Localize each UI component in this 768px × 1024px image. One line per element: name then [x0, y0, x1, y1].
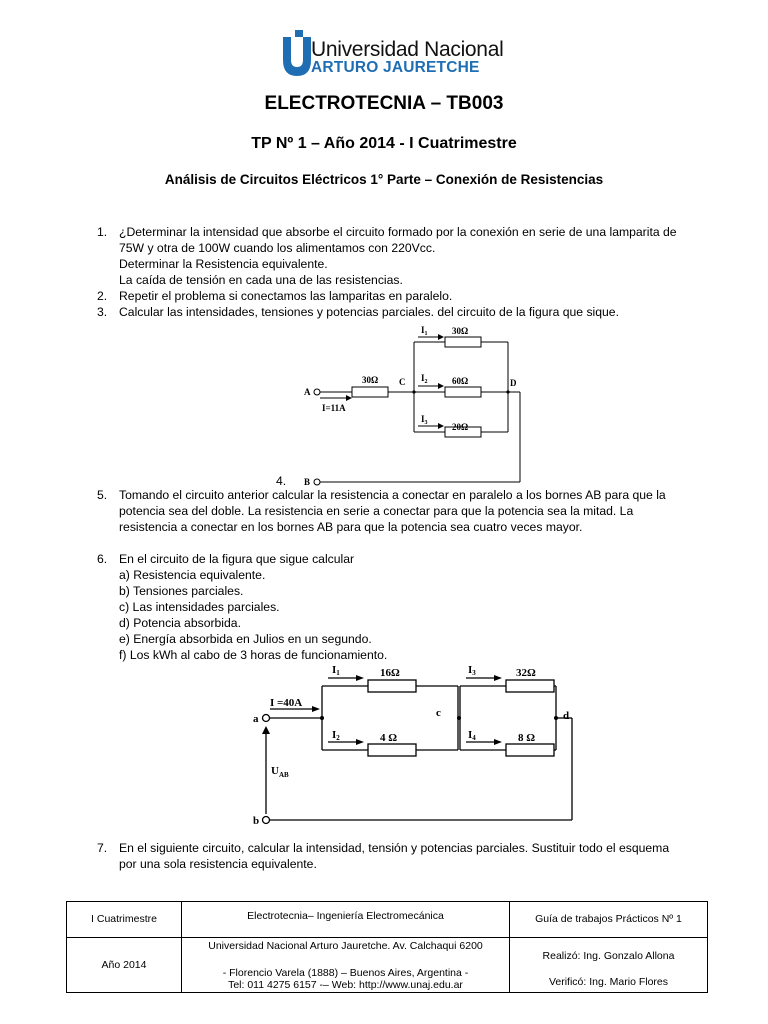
problem-5-line3: resistencia a conectar en los bornes AB para que la potencia sea cuatro veces mayor.: [119, 520, 583, 534]
svg-text:I4: [468, 729, 476, 742]
problem-1-number: 1.: [97, 225, 108, 239]
footer-address-2: - Florencio Varela (1888) – Buenos Aires, Argentina -: [222, 967, 469, 979]
i1-label: I: [332, 664, 337, 676]
problem-7-line1: En el siguiente circuito, calcular la intensidad, tensión y potencias parciales. Sustituir todo el esquema: [119, 841, 670, 855]
svg-text:I1: [421, 325, 428, 337]
problem-7-line2: por una sola resistencia equivalente.: [119, 857, 317, 871]
svg-text:I3: [468, 664, 476, 677]
i2-label: I: [332, 729, 337, 741]
svg-text:I1: [332, 664, 340, 677]
circuit-1-diagram: [300, 322, 530, 490]
footer-realizo: Realizó: Ing. Gonzalo Allona: [542, 950, 675, 962]
problem-6-number: 6.: [97, 552, 108, 566]
tp-title: TP Nº 1 – Año 2014 - I Cuatrimestre: [251, 135, 517, 152]
r2-label: 4 Ω: [380, 732, 398, 744]
problem-2-text: Repetir el problema si conectamos las lamparitas en paralelo.: [119, 289, 453, 303]
i3-label: I: [421, 414, 425, 424]
resistor-4-icon: [368, 744, 416, 756]
footer-anio: Año 2014: [101, 959, 147, 971]
i4-sub: 4: [472, 734, 476, 742]
problem-6-c: c) Las intensidades parciales.: [119, 600, 280, 614]
terminal-b-icon: [263, 817, 270, 824]
r-series-label: 30Ω: [362, 375, 379, 385]
terminal-b-icon: [314, 479, 320, 485]
svg-text:I2: [332, 729, 340, 742]
i2-label: I: [421, 373, 425, 383]
problem-5-number: 5.: [97, 488, 108, 502]
node-c-label: c: [436, 707, 441, 719]
svg-text:I3: [421, 414, 428, 426]
problem-6-a: a) Resistencia equivalente.: [119, 568, 266, 582]
problem-1-line1: ¿Determinar la intensidad que absorbe el circuito formado por la conexión en serie de una lamparita de: [119, 225, 677, 239]
node-a-label: A: [304, 387, 311, 397]
r1-label: 16Ω: [380, 667, 400, 679]
footer-verifico: Verificó: Ing. Mario Flores: [548, 976, 669, 988]
current-total-label: I =40A: [270, 697, 303, 709]
i1-sub: 1: [336, 669, 340, 677]
circuit-2-diagram: [250, 662, 585, 827]
problem-2-number: 2.: [97, 289, 108, 303]
topic-title: Análisis de Circuitos Eléctricos 1° Parte – Conexión de Resistencias: [164, 172, 604, 187]
node-c-label: C: [399, 377, 406, 387]
svg-text:UAB: [271, 765, 289, 779]
resistor-8-icon: [506, 744, 554, 756]
footer-table: [66, 901, 708, 993]
problem-1-line3: Determinar la Resistencia equivalente.: [119, 257, 328, 271]
resistor-r1-icon: [445, 337, 481, 347]
footer-guia: Guía de trabajos Prácticos Nº 1: [535, 913, 682, 925]
footer-address-3: Tel: 011 4275 6157 -– Web: http://www.unaj.edu.ar: [228, 979, 463, 991]
node-d-label: D: [510, 378, 517, 388]
problem-5-line2: potencia sea del doble. La resistencia en serie a conectar para que la potencia sea la mitad. La: [119, 504, 634, 518]
problem-1-line4: La caída de tensión en cada una de las resistencias.: [119, 273, 403, 287]
voltage-sub: AB: [278, 771, 289, 779]
footer-asignatura: Electrotecnia– Ingeniería Electromecánica: [247, 910, 444, 922]
node-d-label: d: [563, 710, 570, 722]
i1-sub: 1: [424, 331, 428, 337]
problem-4-number: 4.: [276, 474, 287, 488]
r4-label: 8 Ω: [518, 732, 536, 744]
node-b-label: b: [253, 815, 260, 827]
problem-6-e: e) Energía absorbida en Julios en un segundo.: [119, 632, 372, 646]
node-b-label: B: [304, 477, 311, 487]
problem-6-b: b) Tensiones parciales.: [119, 584, 244, 598]
r2-label: 60Ω: [452, 376, 469, 386]
problem-1-line2: 75W y otra de 100W cuando los alimentamos con 220Vcc.: [119, 241, 436, 255]
r3-label: 32Ω: [516, 667, 536, 679]
problem-6-f: f) Los kWh al cabo de 3 horas de funcionamiento.: [119, 648, 388, 662]
footer-cuatrimestre: I Cuatrimestre: [91, 913, 157, 925]
resistor-series-icon: [352, 387, 388, 397]
i3-label: I: [468, 664, 473, 676]
current-total-label: I=11A: [322, 403, 346, 413]
terminal-a-icon: [314, 389, 320, 395]
problem-5-line1: Tomando el circuito anterior calcular la resistencia a conectar en paralelo a los bornes AB para que la: [119, 488, 666, 502]
i2-sub: 2: [424, 379, 428, 385]
i3-sub: 3: [472, 669, 476, 677]
university-subname: ARTURO JAURETCHE: [311, 59, 480, 76]
footer-address-1: Universidad Nacional Arturo Jauretche. Av. Calchaqui 6200: [208, 940, 483, 952]
i1-label: I: [421, 325, 425, 335]
problem-7-number: 7.: [97, 841, 108, 855]
r1-label: 30Ω: [452, 326, 469, 336]
i3-sub: 3: [424, 420, 428, 426]
i2-sub: 2: [336, 734, 340, 742]
resistor-32-icon: [506, 680, 554, 692]
course-title: ELECTROTECNIA – TB003: [264, 93, 504, 114]
svg-text:I2: [421, 373, 428, 385]
node-a-label: a: [253, 713, 259, 725]
resistor-r2-icon: [445, 387, 481, 397]
problem-6-intro: En el circuito de la figura que sigue calcular: [119, 552, 355, 566]
terminal-a-icon: [263, 715, 270, 722]
problem-3-number: 3.: [97, 305, 108, 319]
voltage-label: U: [271, 765, 279, 777]
university-name: Universidad Nacional: [311, 38, 504, 61]
problem-6-d: d) Potencia absorbida.: [119, 616, 241, 630]
i4-label: I: [468, 729, 473, 741]
r3-label: 20Ω: [452, 422, 469, 432]
problem-3-text: Calcular las intensidades, tensiones y potencias parciales. del circuito de la figura que sique.: [119, 305, 619, 319]
resistor-16-icon: [368, 680, 416, 692]
